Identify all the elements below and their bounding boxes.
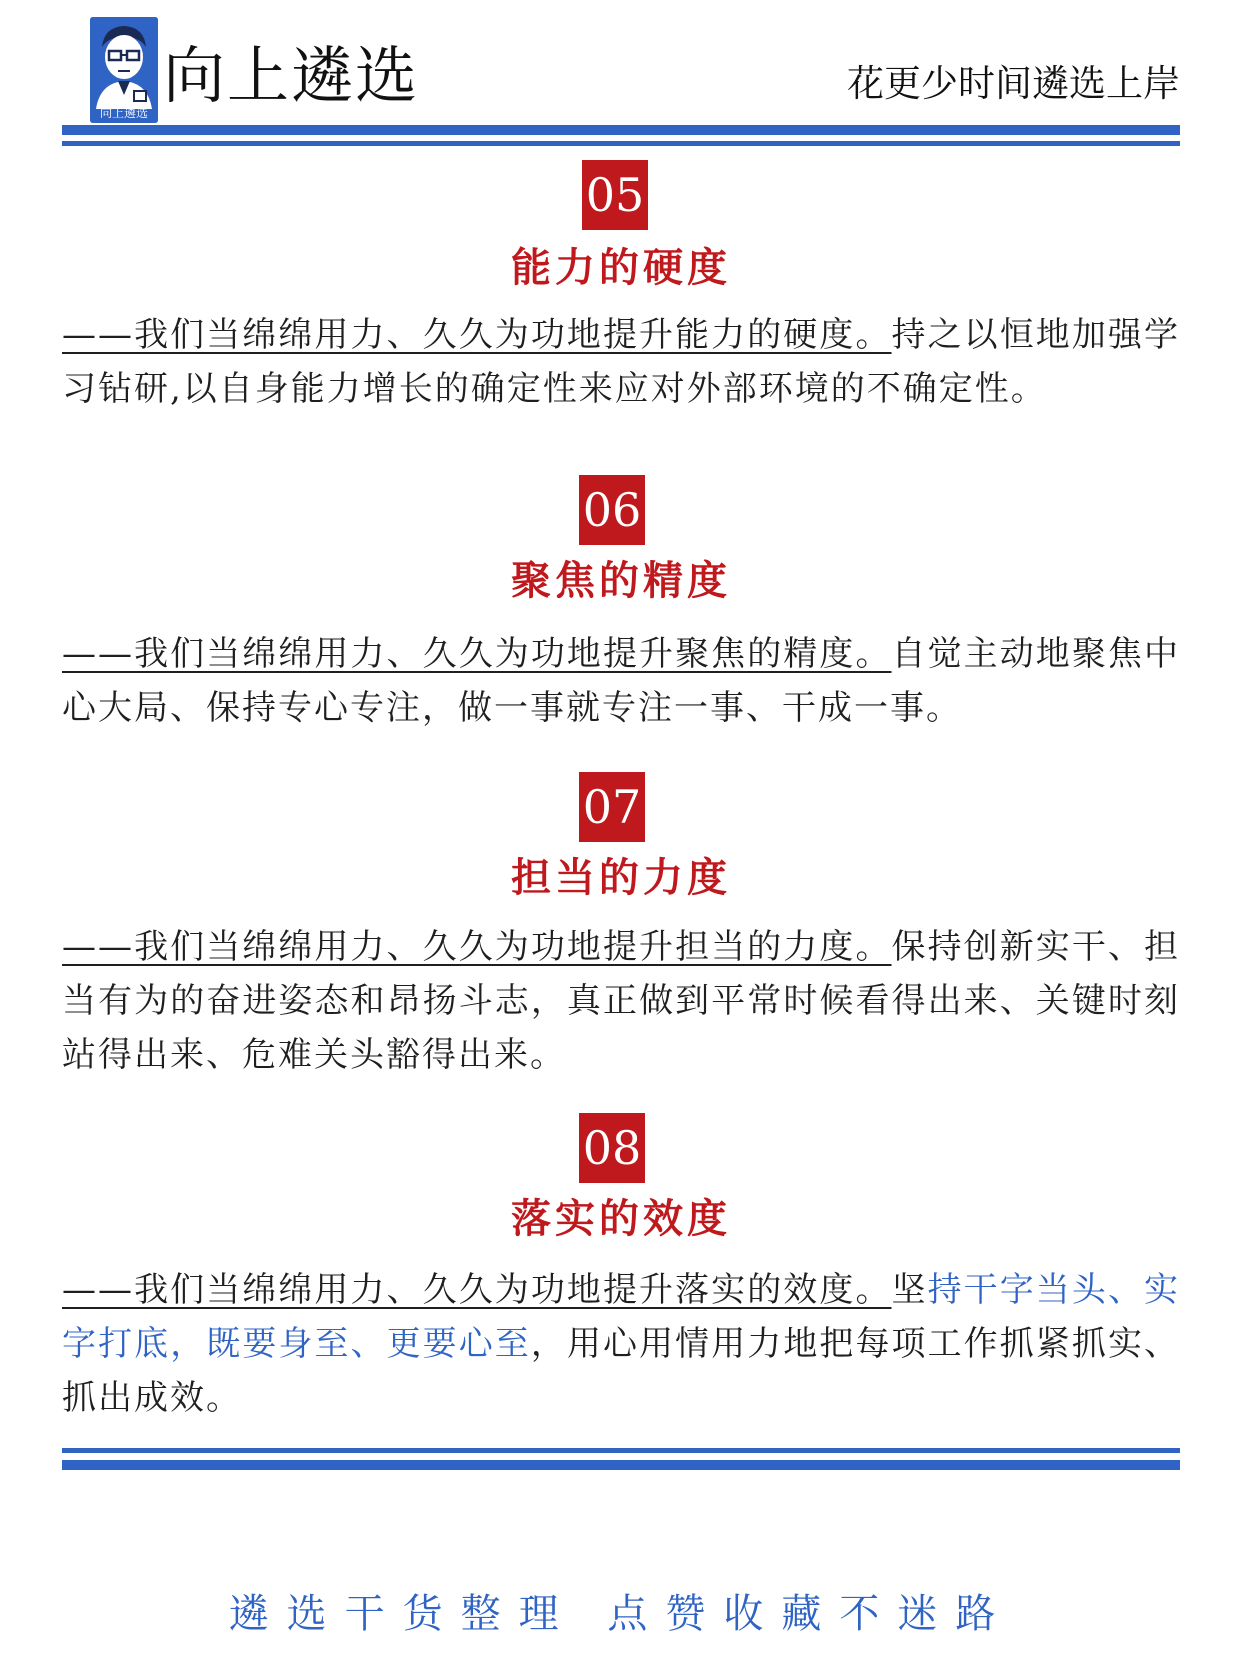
- body-text: 自觉主动地聚焦中心大局、保持专心专注，做一事就专注一事、干成一事。: [62, 634, 1180, 728]
- body-text-start: 坚: [891, 1270, 928, 1310]
- section-number: 07: [579, 772, 645, 842]
- section-08: [62, 1113, 1180, 1423]
- slogan: 花更少时间遴选上岸: [847, 62, 1180, 105]
- underlined-lead: ——我们当绵绵用力、久久为功地提升担当的力度。: [62, 927, 892, 967]
- footer-slogan: 遴选干货整理 点赞收藏不迷路: [228, 1591, 1014, 1637]
- section-number: 05: [582, 160, 648, 230]
- underlined-lead: ——我们当绵绵用力、久久为功地提升聚焦的精度。: [62, 634, 892, 674]
- header-divider-thick: [62, 125, 1180, 135]
- section-title: 担当的力度: [511, 855, 731, 901]
- highlighted-text: 持干字当头、实字打底，既要身至、更要心至: [62, 1270, 1181, 1364]
- underlined-lead: ——我们当绵绵用力、久久为功地提升落实的效度。: [62, 1270, 892, 1310]
- section-body: [62, 308, 1180, 416]
- section-05: [62, 160, 1180, 460]
- section-body: [62, 920, 1180, 1082]
- section-title: 聚焦的精度: [511, 558, 731, 604]
- section-title: 能力的硬度: [511, 245, 731, 291]
- logo-caption: 向上遴选: [99, 106, 148, 120]
- body-text: 保持创新实干、担当有为的奋进姿态和昂扬斗志，真正做到平常时候看得出来、关键时刻站得出来、危难关头豁得出来。: [62, 927, 1180, 1075]
- underlined-lead: ——我们当绵绵用力、久久为功地提升能力的硬度。: [62, 315, 892, 355]
- footer-divider-thick: [62, 1460, 1180, 1470]
- section-title: 落实的效度: [511, 1196, 731, 1242]
- body-text-end: ，用心用情用力地把每项工作抓紧抓实、抓出成效。: [62, 1324, 1181, 1418]
- body-text: 持之以恒地加强学习钻研,以自身能力增长的确定性来应对外部环境的不确定性。: [62, 315, 1180, 409]
- section-body: [62, 627, 1180, 735]
- section-number: 06: [579, 475, 645, 545]
- section-07: [62, 772, 1180, 1075]
- brand-title: 向上遴选: [163, 39, 420, 112]
- footer-divider-thin: [62, 1448, 1180, 1453]
- header-divider-thin: [62, 141, 1180, 146]
- logo: [90, 17, 158, 123]
- section-06: [62, 475, 1180, 735]
- section-body: [62, 1263, 1180, 1425]
- section-number: 08: [579, 1113, 645, 1183]
